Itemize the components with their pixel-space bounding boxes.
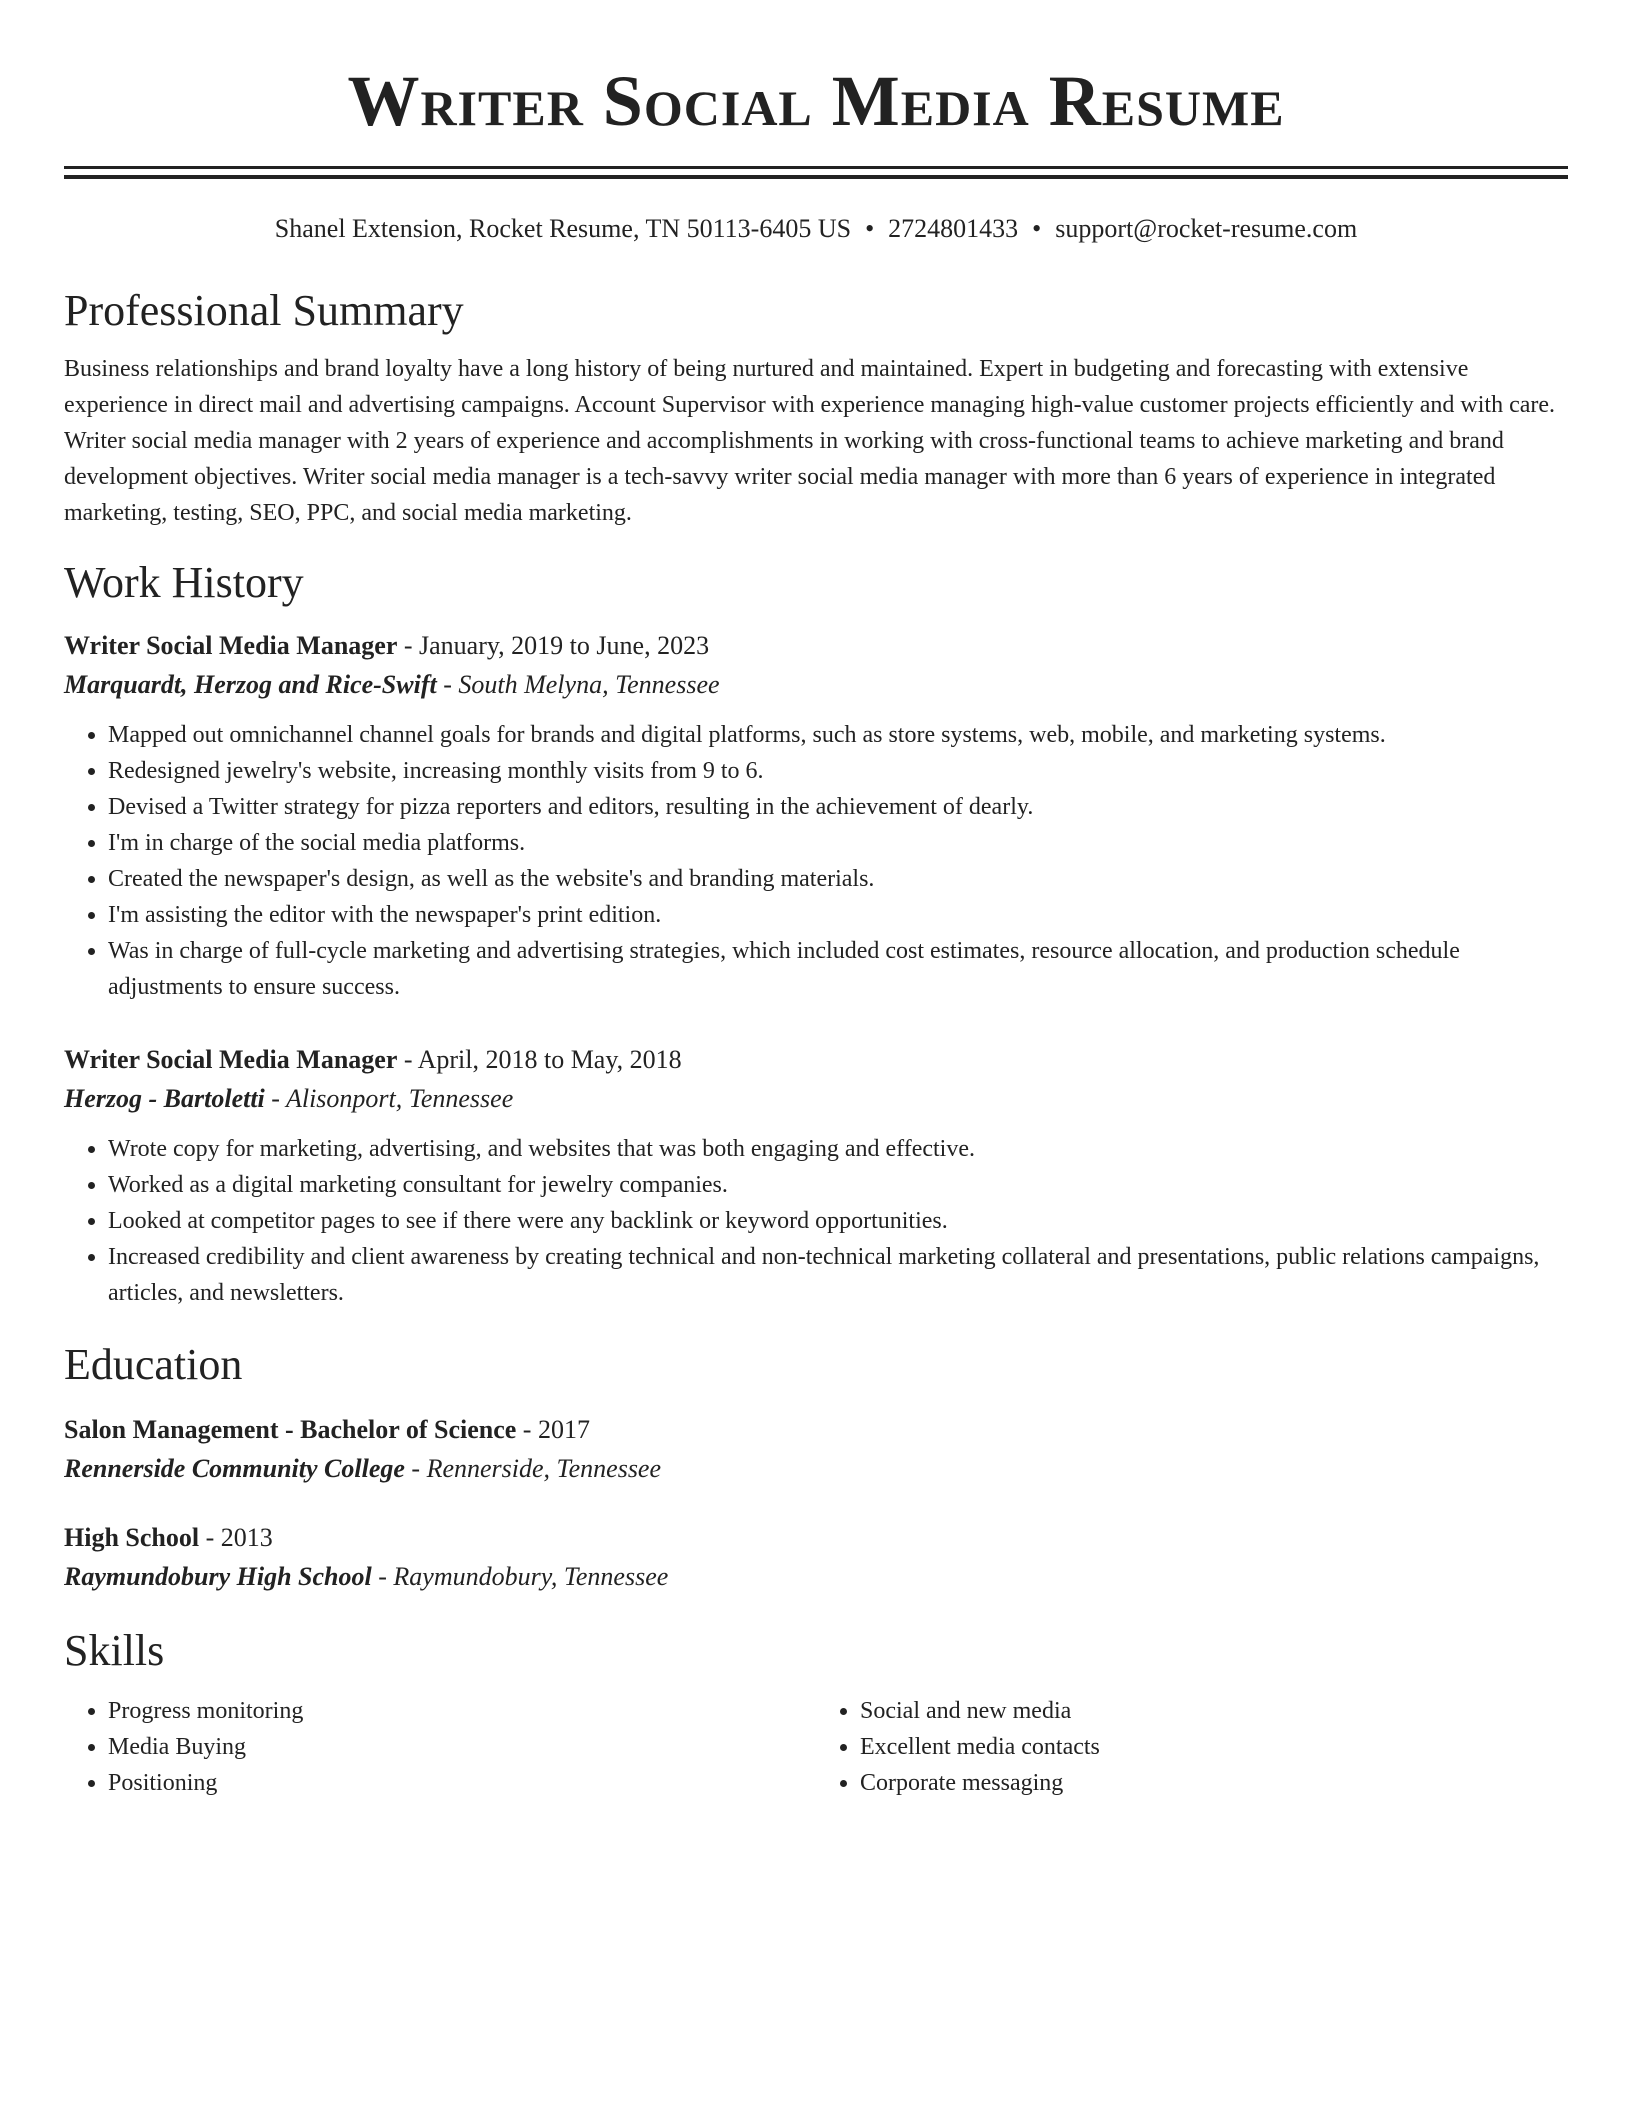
job-dates: - January, 2019 to June, 2023 — [397, 631, 710, 660]
education-school-line — [64, 1449, 1568, 1489]
education-degree-line — [64, 1519, 1568, 1557]
contact-phone: 2724801433 — [888, 214, 1019, 243]
job-bullet: • Looked at competitor pages to see if there were any backlink or keyword opportunities. — [108, 1203, 1568, 1239]
work-history-heading: Work History — [64, 558, 304, 607]
job-bullets — [64, 1131, 1568, 1311]
education-school-line — [64, 1557, 1568, 1597]
skills-column-left — [64, 1693, 816, 1801]
skill-item: • Corporate messaging — [860, 1765, 1568, 1801]
skill-item: • Positioning — [108, 1765, 816, 1801]
skills-heading: Skills — [64, 1626, 165, 1675]
summary-heading: Professional Summary — [64, 286, 464, 335]
education-degree-line — [64, 1411, 1568, 1449]
job-bullet: • I'm in charge of the social media platforms. — [108, 825, 1568, 861]
education-entry — [64, 1519, 1568, 1597]
title-divider-top — [64, 166, 1568, 169]
education-school: Raymundobury High School — [64, 1562, 372, 1591]
job-bullet: • Wrote copy for marketing, advertising, and websites that was both engaging and effective. — [108, 1131, 1568, 1167]
education-location: - Raymundobury, Tennessee — [371, 1562, 669, 1591]
job-bullet: • Increased credibility and client awareness by creating technical and non-technical marketing collateral and presentations, public relations campaigns, articles, and newsletters. — [108, 1239, 1568, 1311]
skills-list — [64, 1693, 816, 1801]
job-bullet: • Redesigned jewelry's website, increasing monthly visits from 9 to 6. — [108, 753, 1568, 789]
job-bullet: • Devised a Twitter strategy for pizza reporters and editors, resulting in the achievement of dearly. — [108, 789, 1568, 825]
skills-grid — [64, 1693, 1568, 1801]
resume-title: Writer Social Media Resume — [347, 61, 1285, 141]
job-entry — [64, 627, 1568, 1005]
education-heading: Education — [64, 1340, 243, 1389]
title-divider-bottom — [64, 175, 1568, 179]
job-company: Herzog - Bartoletti — [64, 1084, 265, 1113]
job-bullet: • Created the newspaper's design, as well as the website's and branding materials. — [108, 861, 1568, 897]
job-company-line — [64, 1079, 1568, 1119]
job-title: Writer Social Media Manager — [64, 1045, 398, 1074]
job-bullet: • Mapped out omnichannel channel goals for brands and digital platforms, such as store systems, web, mobile, and marketing systems. — [108, 717, 1568, 753]
skill-item: • Excellent media contacts — [860, 1729, 1568, 1765]
education-year: - 2017 — [516, 1415, 590, 1444]
education-degree: Salon Management - Bachelor of Science — [64, 1415, 517, 1444]
job-company-line — [64, 665, 1568, 705]
skill-item: • Media Buying — [108, 1729, 816, 1765]
job-location: - South Melyna, Tennessee — [436, 670, 720, 699]
education-degree: High School — [64, 1523, 200, 1552]
job-bullet: • I'm assisting the editor with the newspaper's print edition. — [108, 897, 1568, 933]
job-bullet: • Worked as a digital marketing consultant for jewelry companies. — [108, 1167, 1568, 1203]
contact-address: Shanel Extension, Rocket Resume, TN 50113-6405 US — [274, 214, 852, 243]
education-year: - 2013 — [199, 1523, 273, 1552]
summary-text: Business relationships and brand loyalty have a long history of being nurtured and maintained. Expert in budgeting and forecasting with extensive experience in direct mail and advertising campaigns. Account Supervisor with experience managing high-value customer projects efficiently and with care. Writer social media manager with 2 years of experience and accomplishments in working with cross-functional teams to achieve marketing and brand development objectives. Writer social media manager is a tech-savvy writer social media manager with more than 6 years of experience in integrated marketing, testing, SEO, PPC, and social media marketing. — [64, 356, 1556, 526]
job-title-line — [64, 627, 1568, 665]
education-entry — [64, 1411, 1568, 1489]
job-bullet: • Was in charge of full-cycle marketing and advertising strategies, which included cost estimates, resource allocation, and production schedule adjustments to ensure success. — [108, 933, 1568, 1005]
job-bullets — [64, 717, 1568, 1005]
skill-item: • Progress monitoring — [108, 1693, 816, 1729]
contact-line — [64, 213, 1568, 245]
skill-item: • Social and new media — [860, 1693, 1568, 1729]
contact-email: support@rocket-resume.com — [1055, 214, 1358, 243]
education-school: Rennerside Community College — [64, 1454, 405, 1483]
skills-column-right — [816, 1693, 1568, 1801]
contact-separator: • — [1032, 214, 1042, 243]
contact-separator: • — [865, 214, 875, 243]
job-title-line — [64, 1041, 1568, 1079]
job-location: - Alisonport, Tennessee — [264, 1084, 514, 1113]
skills-list — [816, 1693, 1568, 1801]
job-company: Marquardt, Herzog and Rice-Swift — [64, 670, 437, 699]
job-dates: - April, 2018 to May, 2018 — [397, 1045, 682, 1074]
job-title: Writer Social Media Manager — [64, 631, 398, 660]
job-entry — [64, 1041, 1568, 1311]
education-location: - Rennerside, Tennessee — [404, 1454, 662, 1483]
